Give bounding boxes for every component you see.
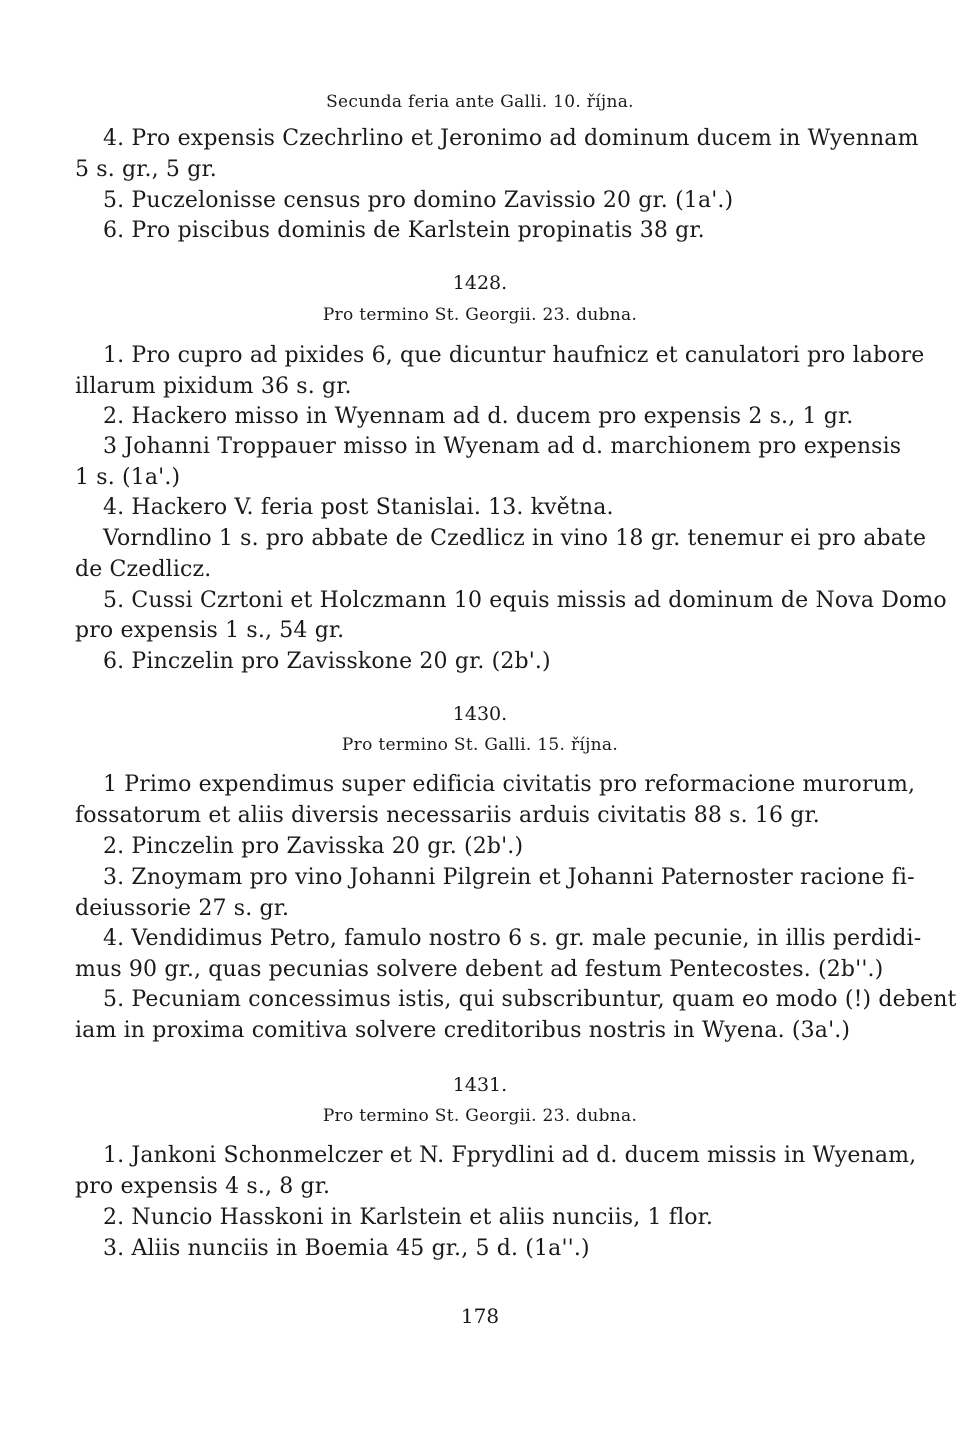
entry-line: 3. Znoymam pro vino Johanni Pilgrein et Johanni Paternoster racione fi- [103,865,915,890]
entry-line: 6. Pro piscibus dominis de Karlstein propinatis 38 gr. [103,218,705,243]
entry-line: pro expensis 1 s., 54 gr. [75,618,345,643]
running-header: Secunda feria ante Galli. 10. října. [326,92,634,112]
entry-line: fossatorum et aliis diversis necessariis arduis civitatis 88 s. 16 gr. [75,803,820,828]
entry-line: 1 Primo expendimus super edificia civitatis pro reformacione murorum, [103,772,916,797]
entry-line: pro expensis 4 s., 8 gr. [75,1174,331,1199]
entry-line: 2. Nuncio Hasskoni in Karlstein et aliis nunciis, 1 flor. [103,1205,714,1230]
entry-line: 3 Johanni Troppauer misso in Wyenam ad d. marchionem pro expensis [103,434,902,459]
term-heading: Pro termino St. Georgii. 23. dubna. [322,305,638,325]
page-number: 178 [460,1304,500,1328]
entry-line: 5. Cussi Czrtoni et Holczmann 10 equis missis ad dominum de Nova Domo [103,588,947,613]
entry-line: Vorndlino 1 s. pro abbate de Czedlicz in vino 18 gr. tenemur ei pro abate [103,526,927,551]
entry-line: 2. Hackero misso in Wyennam ad d. ducem pro expensis 2 s., 1 gr. [103,404,854,429]
year-heading: 1428. [452,272,508,294]
entry-line: 6. Pinczelin pro Zavisskone 20 gr. (2b'.) [103,649,551,674]
entry-line: 5. Puczelonisse census pro domino Zavissio 20 gr. (1a'.) [103,188,734,213]
entry-line: 5. Pecuniam concessimus istis, qui subscribuntur, quam eo modo (!) debent [103,987,957,1012]
entry-line: 1. Jankoni Schonmelczer et N. Fprydlini ad d. ducem missis in Wyenam, [103,1143,917,1168]
entry-line: de Czedlicz. [75,557,212,582]
term-heading: Pro termino St. Georgii. 23. dubna. [322,1106,638,1126]
entry-line: illarum pixidum 36 s. gr. [75,374,352,399]
year-heading: 1430. [452,703,508,725]
entry-line: 1. Pro cupro ad pixides 6, que dicuntur haufnicz et canulatori pro labore [103,343,925,368]
entry-line: 2. Pinczelin pro Zavisska 20 gr. (2b'.) [103,834,524,859]
entry-line: mus 90 gr., quas pecunias solvere debent ad festum Pentecostes. (2b''.) [75,957,884,982]
entry-line: 5 s. gr., 5 gr. [75,157,217,182]
entry-line: 3. Aliis nunciis in Boemia 45 gr., 5 d. (1a''.) [103,1236,590,1261]
entry-line: deiussorie 27 s. gr. [75,896,290,921]
term-heading: Pro termino St. Galli. 15. října. [341,735,619,755]
entry-line: 1 s. (1a'.) [75,465,181,490]
year-heading: 1431. [452,1074,508,1096]
entry-line: 4. Vendidimus Petro, famulo nostro 6 s. gr. male pecunie, in illis perdidi- [103,926,922,951]
entry-line: 4. Pro expensis Czechrlino et Jeronimo ad dominum ducem in Wyennam [103,126,919,151]
entry-line: 4. Hackero V. feria post Stanislai. 13. května. [103,495,614,520]
entry-line: iam in proxima comitiva solvere creditoribus nostris in Wyena. (3a'.) [75,1018,851,1043]
